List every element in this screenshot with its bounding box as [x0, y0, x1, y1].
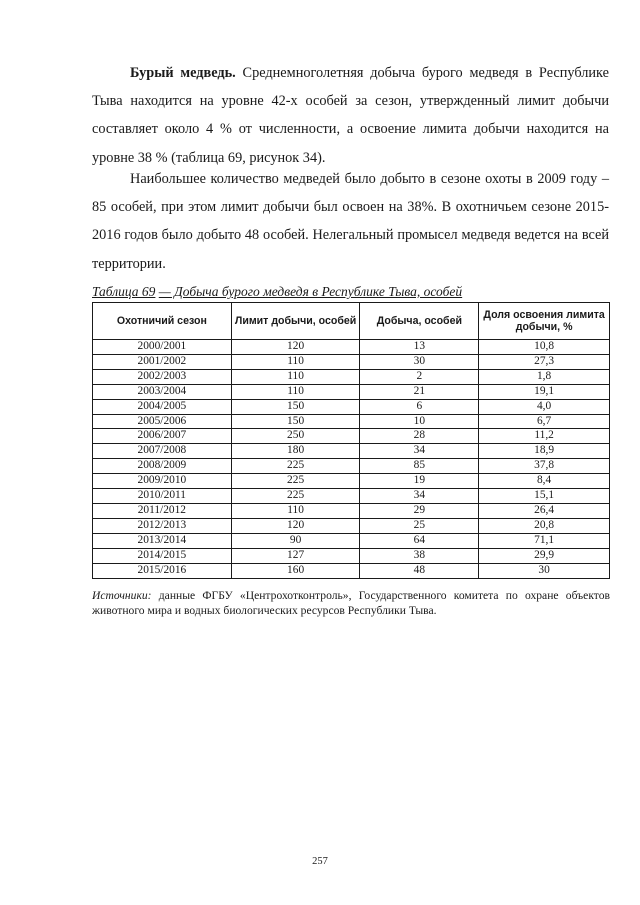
cell-limit: 127	[231, 548, 360, 563]
cell-share: 29,9	[479, 548, 610, 563]
cell-harvest: 13	[360, 340, 479, 355]
cell-limit: 150	[231, 414, 360, 429]
cell-limit: 110	[231, 369, 360, 384]
cell-season: 2007/2008	[93, 444, 232, 459]
cell-harvest: 34	[360, 444, 479, 459]
table-body	[93, 340, 610, 579]
table-row	[93, 429, 610, 444]
cell-harvest: 10	[360, 414, 479, 429]
cell-harvest: 38	[360, 548, 479, 563]
cell-limit: 110	[231, 384, 360, 399]
table-row	[93, 518, 610, 533]
cell-share: 71,1	[479, 533, 610, 548]
table-row	[93, 354, 610, 369]
table-row	[93, 399, 610, 414]
cell-share: 8,4	[479, 474, 610, 489]
table-header	[93, 303, 610, 340]
cell-season: 2008/2009	[93, 459, 232, 474]
paragraph-text: Среднемноголетняя добыча бурого медведя в Республике Тыва находится на уровне 42-х особей за сезон, утвержденный лимит добычи составляет около 4 % от численности, а освоение лимита добычи находится на уровне 38 % (таблица 69, рисунок 34).	[92, 65, 609, 166]
paragraph-max-harvest	[92, 165, 609, 278]
header-harvest: Добыча, особей	[360, 303, 479, 340]
cell-season: 2002/2003	[93, 369, 232, 384]
cell-limit: 225	[231, 459, 360, 474]
cell-share: 30	[479, 563, 610, 578]
cell-harvest: 6	[360, 399, 479, 414]
cell-harvest: 21	[360, 384, 479, 399]
table-row	[93, 340, 610, 355]
cell-season: 2000/2001	[93, 340, 232, 355]
caption-label: Таблица 69	[92, 284, 156, 299]
cell-season: 2010/2011	[93, 489, 232, 504]
header-row	[93, 303, 610, 340]
table-caption	[92, 284, 612, 300]
cell-season: 2011/2012	[93, 503, 232, 518]
cell-share: 11,2	[479, 429, 610, 444]
table-row	[93, 503, 610, 518]
cell-season: 2014/2015	[93, 548, 232, 563]
cell-limit: 110	[231, 503, 360, 518]
header-share: Доля освоения лимита добычи, %	[479, 303, 610, 340]
cell-limit: 110	[231, 354, 360, 369]
cell-limit: 120	[231, 340, 360, 355]
cell-harvest: 64	[360, 533, 479, 548]
cell-season: 2009/2010	[93, 474, 232, 489]
table-row	[93, 474, 610, 489]
cell-share: 26,4	[479, 503, 610, 518]
cell-harvest: 48	[360, 563, 479, 578]
cell-limit: 90	[231, 533, 360, 548]
cell-harvest: 85	[360, 459, 479, 474]
cell-season: 2013/2014	[93, 533, 232, 548]
caption-text: — Добыча бурого медведя в Республике Тыва, особей	[158, 284, 463, 299]
cell-harvest: 2	[360, 369, 479, 384]
cell-harvest: 29	[360, 503, 479, 518]
cell-limit: 250	[231, 429, 360, 444]
paragraph-text: Наибольшее количество медведей было добыто в сезоне охоты в 2009 году – 85 особей, при этом лимит добычи был освоен на 38%. В охотничьем сезоне 2015-2016 годов было добыто 48 особей. Нелегальный промысел медведя ведется на всей территории.	[92, 171, 609, 272]
cell-season: 2003/2004	[93, 384, 232, 399]
cell-harvest: 25	[360, 518, 479, 533]
cell-harvest: 34	[360, 489, 479, 504]
cell-share: 20,8	[479, 518, 610, 533]
cell-season: 2001/2002	[93, 354, 232, 369]
cell-limit: 160	[231, 563, 360, 578]
cell-share: 4,0	[479, 399, 610, 414]
cell-season: 2006/2007	[93, 429, 232, 444]
table-row	[93, 563, 610, 578]
header-season: Охотничий сезон	[93, 303, 232, 340]
page-number: 257	[312, 856, 328, 867]
paragraph-brown-bear-intro	[92, 59, 609, 172]
source-text: данные ФГБУ «Центрохотконтроль», Государственного комитета по охране объектов животного мира и водных биологических ресурсов Республики Тыва.	[92, 589, 610, 617]
cell-season: 2012/2013	[93, 518, 232, 533]
cell-share: 10,8	[479, 340, 610, 355]
cell-share: 6,7	[479, 414, 610, 429]
header-limit: Лимит добычи, особей	[231, 303, 360, 340]
harvest-table	[92, 302, 610, 579]
cell-harvest: 19	[360, 474, 479, 489]
cell-limit: 180	[231, 444, 360, 459]
cell-share: 18,9	[479, 444, 610, 459]
cell-limit: 120	[231, 518, 360, 533]
paragraph-lead: Бурый медведь.	[130, 65, 236, 81]
cell-harvest: 30	[360, 354, 479, 369]
table-row	[93, 369, 610, 384]
source-note	[92, 588, 610, 618]
table-row	[93, 459, 610, 474]
table-row	[93, 444, 610, 459]
cell-share: 19,1	[479, 384, 610, 399]
cell-harvest: 28	[360, 429, 479, 444]
table-row	[93, 533, 610, 548]
table-row	[93, 414, 610, 429]
cell-season: 2004/2005	[93, 399, 232, 414]
cell-season: 2015/2016	[93, 563, 232, 578]
cell-share: 37,8	[479, 459, 610, 474]
cell-limit: 225	[231, 474, 360, 489]
table-row	[93, 548, 610, 563]
cell-share: 15,1	[479, 489, 610, 504]
cell-limit: 150	[231, 399, 360, 414]
cell-share: 27,3	[479, 354, 610, 369]
cell-season: 2005/2006	[93, 414, 232, 429]
cell-limit: 225	[231, 489, 360, 504]
source-label: Источники:	[92, 589, 152, 602]
table-row	[93, 384, 610, 399]
cell-share: 1,8	[479, 369, 610, 384]
table-row	[93, 489, 610, 504]
